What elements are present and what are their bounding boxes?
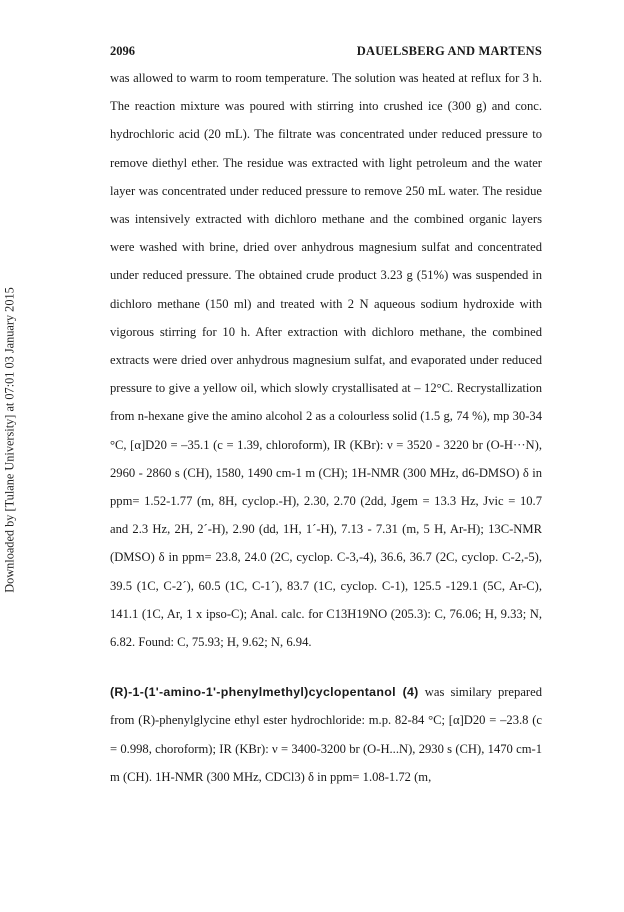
- page-number: 2096: [110, 44, 135, 58]
- article-body: [110, 64, 542, 791]
- download-sidebar: [0, 280, 20, 600]
- page-header: [110, 44, 542, 62]
- download-notice: Downloaded by [Tulane University] at 07:01 03 January 2015: [2, 287, 17, 593]
- paragraph-compound-4: [110, 678, 542, 791]
- paragraph-experimental-2: was allowed to warm to room temperature. The solution was heated at reflux for 3 h. The reaction mixture was poured with stirring into crushed ice (300 g) and conc. hydrochloric acid (20 mL). The filtrate was concentrated under reduced pressure to remove diethyl ether. The residue was extracted with light petroleum and the water layer was concentrated under reduced pressure to remove 250 mL water. The residue was intensively extracted with dichloro methane and the combined organic layers were washed with brine, dried over anhydrous magnesium sulfat and concentrated under reduced pressure. The obtained crude product 3.23 g (51%) was suspended in dichloro methane (150 ml) and treated with 2 N aqueous sodium hydroxide with vigorous stirring for 10 h. After extraction with dichloro methane, the combined extracts were dried over anhydrous magnesium sulfat, and evaporated under reduced pressure to give a yellow oil, which slowly crystallisated at – 12°C. Recrystallization from n-hexane give the amino alcohol 2 as a colourless solid (1.5 g, 74 %), mp 30-34 °C, [α]D20 = –35.1 (c = 1.39, chloroform), IR (KBr): ν = 3520 - 3220 br (O-H···N), 2960 - 2860 s (CH), 1580, 1490 cm-1 m (CH); 1H-NMR (300 MHz, d6-DMSO) δ in ppm= 1.52-1.77 (m, 8H, cyclop.-H), 2.30, 2.70 (2dd, Jgem = 13.3 Hz, Jvic = 10.7 and 2.3 Hz, 2H, 2´-H), 2.90 (dd, 1H, 1´-H), 7.13 - 7.31 (m, 5 H, Ar-H); 13C-NMR (DMSO) δ in ppm= 23.8, 24.0 (2C, cyclop. C-3,-4), 36.6, 36.7 (2C, cyclop. C-2,-5), 39.5 (1C, C-2´), 60.5 (1C, C-1´), 83.7 (1C, cyclop. C-1), 125.5 -129.1 (5C, Ar-C), 141.1 (1C, Ar, 1 x ipso-C); Anal. calc. for C13H19NO (205.3): C, 76.06; H, 9.33; N, 6.82. Found: C, 75.93; H, 9.62; N, 6.94.: [110, 71, 542, 650]
- running-head: DAUELSBERG AND MARTENS: [356, 44, 542, 58]
- compound-4-heading: (R)-1-(1'-amino-1'-phenylmethyl)cyclopentanol (4): [110, 685, 419, 700]
- compound-4-text: was similary prepared from (R)-phenylglycine ethyl ester hydrochloride: m.p. 82-84 °C; [α]D20 = –23.8 (c = 0.998, choroform); IR (KBr): ν = 3400-3200 br (O-H...N), 2930 s (CH), 1470 cm-1 m (CH). 1H-NMR (300 MHz, CDCl3) δ in ppm= 1.08-1.72 (m,: [110, 685, 542, 784]
